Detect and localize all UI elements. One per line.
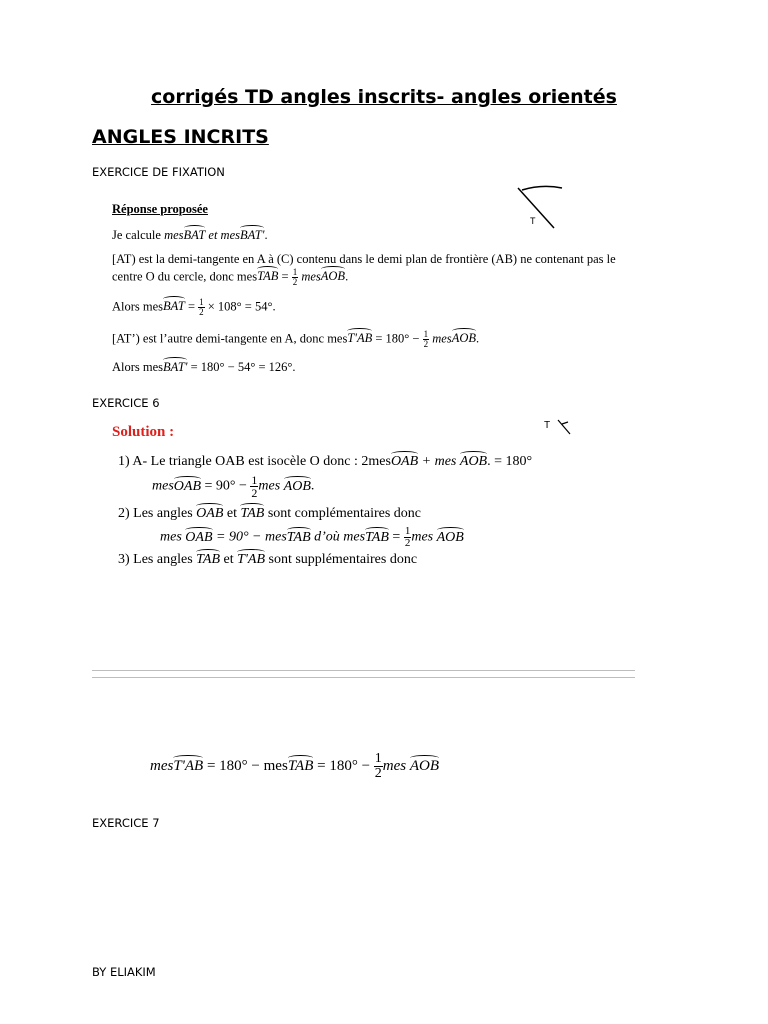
tangent-sketch-icon: [510, 184, 570, 234]
answer-line-5: [AT’) est l’autre demi-tangente en A, donc mesT'AB = 180° − $\frac{1}{2}$ mesAOB.: [112, 329, 480, 349]
divider-line: [92, 670, 635, 671]
answer-line-1: Je calcule mesBAT et mesBAT'.: [112, 228, 268, 242]
answer-line-2: [AT) est la demi-tangente en A à (C) contenu dans le demi plan de frontière (AB) ne contenant pas le: [112, 252, 616, 266]
answer-line-4: Alors mesBAT = $\frac{1}{2}$ × 108° = 54°.: [112, 297, 276, 317]
final-equation: mesT'AB = 180° − mesTAB = 180° − $\frac{1}{2}$ mes AOB: [150, 751, 440, 781]
exercise-7-label: EXERCICE 7: [92, 816, 160, 830]
answer-line-3: centre O du cercle, donc mesTAB = $\frac{1}{2}$ mesAOB.: [112, 267, 349, 287]
document-title: corrigés TD angles inscrits- angles orientés: [151, 86, 617, 108]
exercise-fixation-label: EXERCICE DE FIXATION: [92, 165, 225, 179]
solution-heading: Solution :: [112, 424, 175, 440]
solution-step-3: 3) Les angles TAB et T'AB sont supplémentaires donc: [118, 552, 418, 567]
t-label: T: [544, 420, 551, 431]
exercise-6-label: EXERCICE 6: [92, 396, 160, 410]
answer-heading: Réponse proposée: [112, 202, 208, 216]
answer-line-6: Alors mesBAT' = 180° − 54° = 126°.: [112, 360, 296, 374]
solution-step-1: 1) A- Le triangle OAB est isocèle O donc : 2mesOAB + mes AOB. = 180°: [118, 454, 533, 469]
solution-step-2: 2) Les angles OAB et TAB sont complémentaires donc: [118, 506, 422, 521]
section-title: ANGLES INCRITS: [92, 126, 269, 148]
t-label: T: [530, 216, 536, 226]
divider-line: [92, 677, 635, 678]
footer-author: BY ELIAKIM: [92, 965, 156, 979]
solution-step-1b: mesOAB = 90° − $\frac{1}{2}$ mes AOB.: [152, 473, 315, 500]
tangent-mark-icon: [542, 416, 574, 440]
solution-step-2b: mes OAB = 90° − mesTAB d’où mesTAB = $\frac{1}{2}$ mes AOB: [160, 525, 464, 549]
